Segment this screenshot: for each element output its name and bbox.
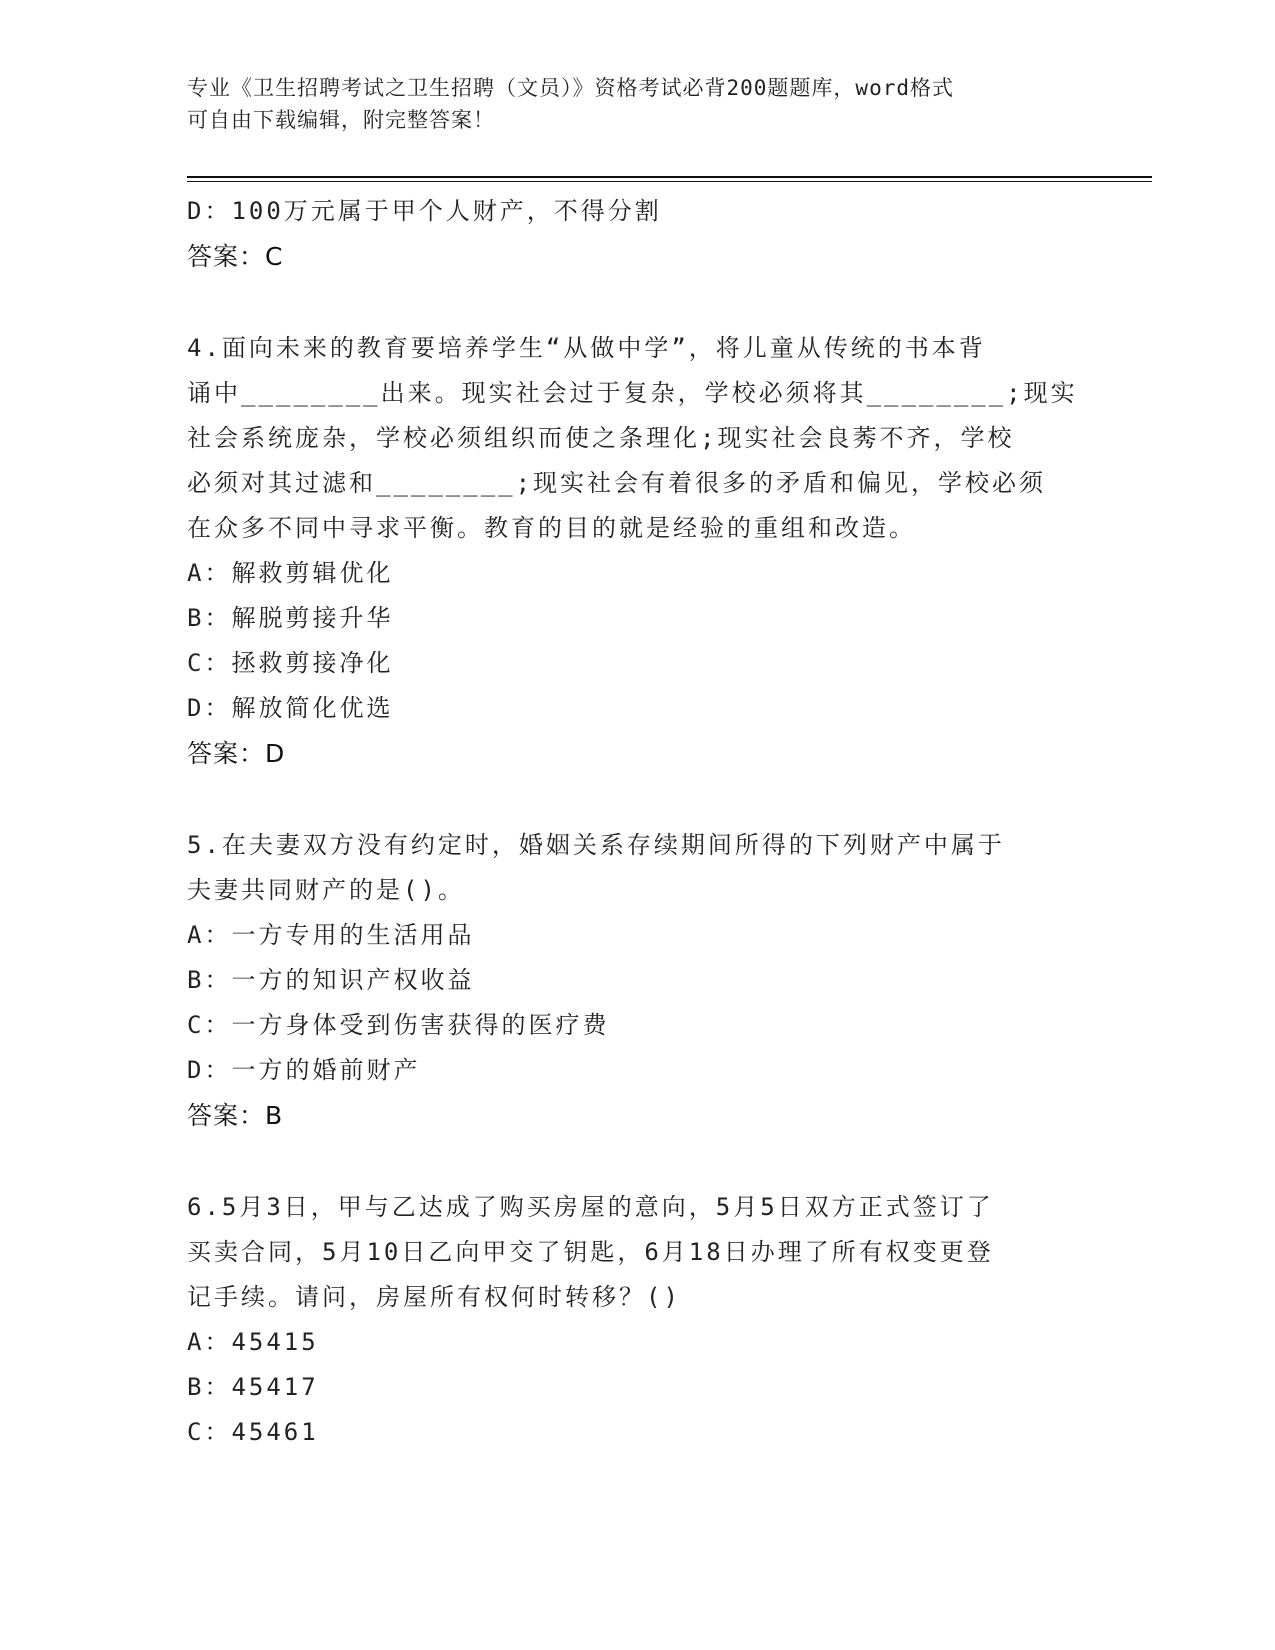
question-3-tail	[187, 189, 1077, 279]
question-5-stem-line: 5.在夫妻双方没有约定时，婚姻关系存续期间所得的下列财产中属于	[187, 831, 1005, 859]
question-6-option-c: C：45461	[187, 1418, 319, 1446]
question-4-stem-line: 4.面向未来的教育要培养学生“从做中学”，将儿童从传统的书本背	[187, 334, 986, 362]
question-4-stem-line: 诵中________出来。现实社会过于复杂，学校必须将其________;现实	[187, 379, 1078, 407]
question-4-answer: 答案：D	[187, 739, 286, 768]
question-6-stem-line: 6.5月3日，甲与乙达成了购买房屋的意向，5月5日双方正式签订了	[187, 1193, 994, 1221]
question-6-option-a: A：45415	[187, 1328, 319, 1356]
question-6-stem-line: 买卖合同，5月10日乙向甲交了钥匙，6月18日办理了所有权变更登	[187, 1238, 994, 1266]
question-6-stem-line: 记手续。请问，房屋所有权何时转移？()	[187, 1283, 681, 1311]
question-list	[187, 189, 1077, 1455]
question-5-answer: 答案：B	[187, 1101, 284, 1130]
question-4-stem	[187, 326, 1077, 551]
question-5-stem	[187, 823, 1077, 913]
question-4-option-d: D：解放简化优选	[187, 694, 394, 722]
question-4-option-a: A：解救剪辑优化	[187, 559, 394, 587]
question-5	[187, 823, 1077, 1138]
question-4-stem-line: 在众多不同中寻求平衡。教育的目的就是经验的重组和改造。	[187, 514, 916, 542]
question-6	[187, 1185, 1077, 1455]
document-header	[187, 72, 1087, 136]
question-6-option-b: B：45417	[187, 1373, 319, 1401]
question-3-answer: 答案：C	[187, 242, 284, 271]
question-3-option-d: D：100万元属于甲个人财产，不得分割	[187, 197, 662, 225]
question-4-stem-line: 必须对其过滤和________;现实社会有着很多的矛盾和偏见，学校必须	[187, 469, 1047, 497]
question-5-option-c: C：一方身体受到伤害获得的医疗费	[187, 1011, 610, 1039]
header-title-line-1: 专业《卫生招聘考试之卫生招聘（文员）》资格考试必背200题题库，word格式	[187, 76, 954, 100]
question-5-option-a: A：一方专用的生活用品	[187, 921, 475, 949]
question-5-option-b: B：一方的知识产权收益	[187, 966, 475, 994]
question-4-option-c: C：拯救剪接净化	[187, 649, 394, 677]
question-5-option-d: D：一方的婚前财产	[187, 1056, 421, 1084]
question-6-stem	[187, 1185, 1077, 1320]
question-4-option-b: B：解脱剪接升华	[187, 604, 394, 632]
header-rule-thin	[187, 181, 1152, 182]
header-title-line-2: 可自由下载编辑，附完整答案！	[187, 108, 495, 132]
question-4-stem-line: 社会系统庞杂，学校必须组织而使之条理化;现实社会良莠不齐，学校	[187, 424, 1015, 452]
question-5-stem-line: 夫妻共同财产的是()。	[187, 876, 465, 904]
header-rule-thick	[187, 176, 1152, 178]
question-4	[187, 326, 1077, 776]
